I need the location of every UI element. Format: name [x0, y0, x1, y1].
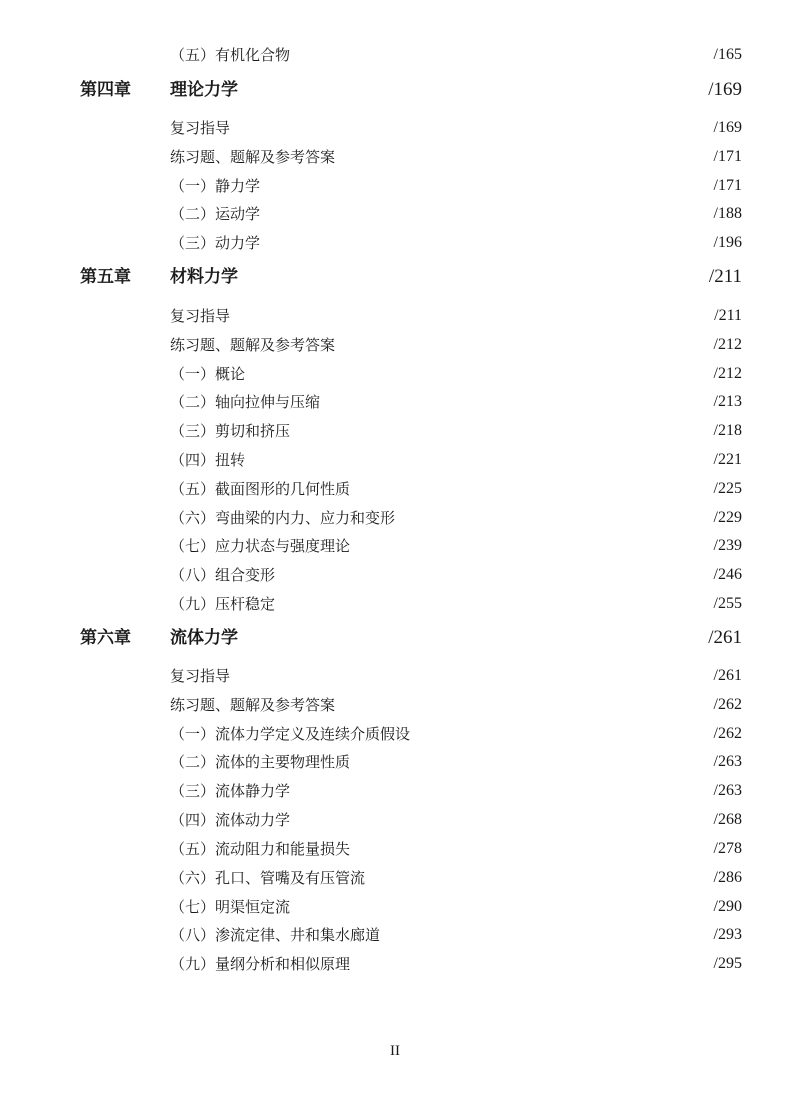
page-ref: /211 — [708, 266, 742, 287]
entry-title: （一）静力学 — [170, 177, 261, 195]
chapter-title: 材料力学 — [170, 267, 238, 287]
entry-title: （四）流体动力学 — [170, 811, 291, 829]
toc-entry — [0, 694, 790, 716]
entry-title: （二）流体的主要物理性质 — [170, 753, 351, 771]
toc-entry — [0, 117, 790, 139]
page-number: II — [390, 1043, 400, 1059]
entry-title: （六）弯曲梁的内力、应力和变形 — [170, 509, 396, 527]
page-ref: /293 — [713, 926, 742, 943]
entry-title: （三）剪切和挤压 — [170, 422, 291, 440]
toc-entry — [0, 809, 790, 831]
toc-entry — [0, 420, 790, 442]
page-ref: /262 — [713, 725, 742, 742]
toc-entry — [0, 507, 790, 529]
chapter-title: 流体力学 — [170, 628, 238, 648]
page-ref: /286 — [713, 869, 742, 886]
page-ref: /171 — [713, 148, 742, 165]
entry-title: 练习题、题解及参考答案 — [170, 336, 336, 354]
chapter-number: 第六章 — [80, 628, 131, 648]
page-ref: /171 — [713, 177, 742, 194]
page-ref: /262 — [713, 696, 742, 713]
entry-title: （五）截面图形的几何性质 — [170, 480, 351, 498]
page-ref: /255 — [713, 595, 742, 612]
toc-entry — [0, 146, 790, 168]
page-ref: /261 — [708, 627, 742, 648]
toc-entry — [0, 751, 790, 773]
toc-entry — [0, 449, 790, 471]
toc-entry — [0, 838, 790, 860]
toc-chapter-heading — [0, 264, 790, 290]
page-ref: /263 — [713, 753, 742, 770]
toc-entry — [0, 391, 790, 413]
entry-title: 练习题、题解及参考答案 — [170, 148, 336, 166]
page-ref: /225 — [713, 480, 742, 497]
toc-entry — [0, 665, 790, 687]
entry-title: （一）概论 — [170, 365, 246, 383]
page-ref: /229 — [713, 509, 742, 526]
toc-entry — [0, 723, 790, 745]
page-ref: /212 — [713, 336, 742, 353]
entry-title: （七）应力状态与强度理论 — [170, 537, 351, 555]
page-ref: /221 — [713, 451, 742, 468]
page-ref: /268 — [713, 811, 742, 828]
toc-entry — [0, 334, 790, 356]
page-ref: /188 — [713, 205, 742, 222]
toc-entry — [0, 953, 790, 975]
toc-entry — [0, 593, 790, 615]
chapter-number: 第五章 — [80, 267, 131, 287]
chapter-number: 第四章 — [80, 80, 131, 100]
toc-entry — [0, 44, 790, 66]
page-ref: /165 — [713, 46, 742, 63]
page-ref: /263 — [713, 782, 742, 799]
entry-title: （九）量纲分析和相似原理 — [170, 955, 351, 973]
page-ref: /196 — [713, 234, 742, 251]
toc-entry — [0, 232, 790, 254]
entry-title: （五）流动阻力和能量损失 — [170, 840, 351, 858]
entry-title: （一）流体力学定义及连续介质假设 — [170, 725, 411, 743]
entry-title: （九）压杆稳定 — [170, 595, 276, 613]
entry-title: （七）明渠恒定流 — [170, 898, 291, 916]
page-ref: /290 — [713, 898, 742, 915]
toc-entry — [0, 535, 790, 557]
page-ref: /218 — [713, 422, 742, 439]
toc-entry — [0, 780, 790, 802]
toc-entry — [0, 305, 790, 327]
entry-title: （二）轴向拉伸与压缩 — [170, 393, 321, 411]
toc-entry — [0, 896, 790, 918]
page-ref: /211 — [714, 307, 742, 324]
page-ref: /169 — [713, 119, 742, 136]
page-ref: /213 — [713, 393, 742, 410]
entry-title: （三）动力学 — [170, 234, 261, 252]
page-ref: /169 — [708, 79, 742, 100]
entry-title: （五）有机化合物 — [170, 46, 291, 64]
page-ref: /261 — [713, 667, 742, 684]
page-ref: /212 — [713, 365, 742, 382]
entry-title: 复习指导 — [170, 307, 231, 325]
entry-title: （四）扭转 — [170, 451, 246, 469]
entry-title: （八）组合变形 — [170, 566, 276, 584]
toc-entry — [0, 363, 790, 385]
entry-title: （六）孔口、管嘴及有压管流 — [170, 869, 366, 887]
entry-title: 复习指导 — [170, 119, 231, 137]
toc-entry — [0, 478, 790, 500]
entry-title: （三）流体静力学 — [170, 782, 291, 800]
page-ref: /239 — [713, 537, 742, 554]
entry-title: 复习指导 — [170, 667, 231, 685]
entry-title: 练习题、题解及参考答案 — [170, 696, 336, 714]
toc-chapter-heading — [0, 625, 790, 651]
entry-title: （二）运动学 — [170, 205, 261, 223]
entry-title: （八）渗流定律、井和集水廊道 — [170, 926, 381, 944]
chapter-title: 理论力学 — [170, 80, 238, 100]
toc-entry — [0, 175, 790, 197]
toc-entry — [0, 924, 790, 946]
page-ref: /295 — [713, 955, 742, 972]
toc-entry — [0, 564, 790, 586]
toc-chapter-heading — [0, 77, 790, 103]
page-ref: /246 — [713, 566, 742, 583]
page-ref: /278 — [713, 840, 742, 857]
toc-entry — [0, 867, 790, 889]
toc-entry — [0, 203, 790, 225]
